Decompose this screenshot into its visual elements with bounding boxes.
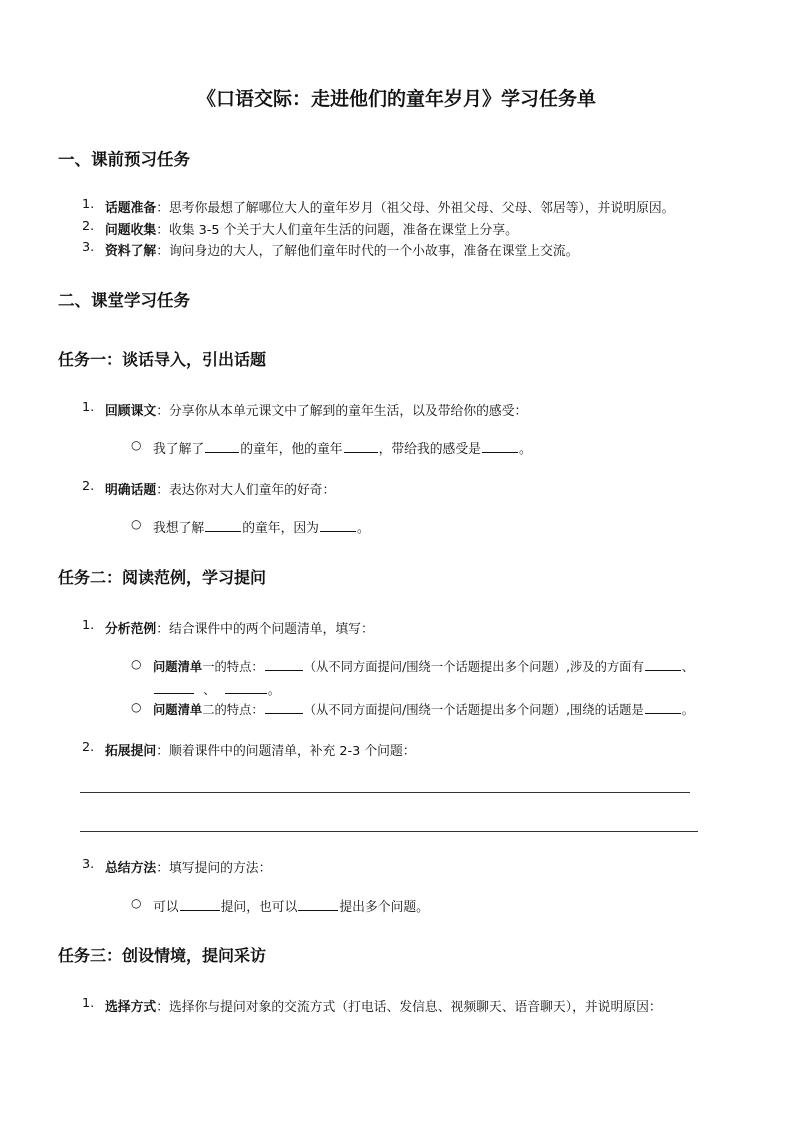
- item-label: 回顾课文: [105, 404, 157, 419]
- item-label: 问题清单: [153, 703, 203, 717]
- blank-field[interactable]: [265, 701, 303, 714]
- list-item: [105, 479, 335, 498]
- item-label: 选择方式: [105, 1000, 157, 1015]
- list-number: 1.: [82, 400, 95, 415]
- sentence-text: 可以: [153, 900, 179, 915]
- sentence-text: 二的特点：: [202, 703, 264, 717]
- fill-in-sentence: [153, 438, 532, 457]
- bullet-icon: ○: [131, 438, 142, 452]
- list-number: 1.: [82, 618, 95, 633]
- fill-in-sentence: [153, 700, 694, 718]
- page-title: 《口语交际：走进他们的童年岁月》学习任务单: [196, 88, 596, 110]
- bullet-icon: ○: [131, 657, 142, 671]
- task-heading-2: 任务二：阅读范例，学习提问: [58, 568, 267, 587]
- bullet-icon: ○: [131, 700, 142, 714]
- item-text: ：填写提问的方法：: [156, 861, 272, 876]
- sentence-text: 一的特点：: [202, 660, 264, 674]
- fill-in-sentence: [153, 896, 429, 915]
- blank-field[interactable]: [298, 898, 338, 911]
- sentence-text: 的童年，他的童年: [240, 442, 343, 457]
- list-number: 2.: [82, 219, 95, 234]
- item-label: 拓展提问: [105, 744, 157, 759]
- blank-field[interactable]: [320, 519, 356, 532]
- blank-field[interactable]: [265, 658, 303, 671]
- blank-field[interactable]: [645, 701, 681, 714]
- sentence-text: 提出多个问题。: [339, 900, 429, 915]
- list-number: 1.: [82, 197, 95, 212]
- item-text: ：选择你与提问对象的交流方式（打电话、发信息、视频聊天、语音聊天），并说明原因：: [156, 1000, 662, 1015]
- section-heading-preview: 一、课前预习任务: [58, 150, 190, 169]
- sentence-text: （从不同方面提问/围绕一个话题提出多个问题）,涉及的方面有: [303, 660, 644, 674]
- item-text: ：表达你对大人们童年的好奇：: [156, 483, 336, 498]
- list-item: [105, 996, 662, 1015]
- item-text: ：顺着课件中的问题清单，补充 2-3 个问题：: [156, 744, 416, 759]
- list-item: [105, 857, 271, 876]
- list-item: [105, 740, 416, 759]
- list-item: [105, 618, 374, 637]
- item-text: ：分享你从本单元课文中了解到的童年生活，以及带给你的感受：: [156, 404, 528, 419]
- fill-in-sentence: [153, 657, 694, 675]
- item-label: 问题收集: [105, 223, 157, 238]
- list-item: [105, 240, 578, 259]
- sentence-text: 、: [681, 660, 695, 674]
- bullet-icon: ○: [131, 896, 142, 910]
- item-text: ：结合课件中的两个问题清单，填写：: [156, 622, 374, 637]
- list-item: [105, 197, 674, 216]
- bullet-icon: ○: [131, 517, 142, 531]
- sentence-text: ，带给我的感受是: [378, 442, 481, 457]
- section-heading-classroom: 二、课堂学习任务: [58, 291, 190, 310]
- item-text: ：询问身边的大人，了解他们童年时代的一个小故事，准备在课堂上交流。: [156, 244, 579, 259]
- blank-field[interactable]: [205, 440, 239, 453]
- list-number: 2.: [82, 479, 95, 494]
- task-heading-1: 任务一：谈话导入，引出话题: [58, 350, 267, 369]
- blank-field[interactable]: [482, 440, 518, 453]
- blank-field[interactable]: [205, 519, 241, 532]
- sentence-text: 我了解了: [153, 442, 205, 457]
- item-label: 总结方法: [105, 861, 157, 876]
- list-number: 1.: [82, 996, 95, 1011]
- sentence-text: 。: [267, 683, 281, 698]
- list-number: 2.: [82, 740, 95, 755]
- item-text: ：思考你最想了解哪位大人的童年岁月（祖父母、外祖父母、父母、邻居等），并说明原因。: [156, 201, 675, 216]
- blank-field[interactable]: [180, 898, 220, 911]
- item-label: 分析范例: [105, 622, 157, 637]
- list-number: 3.: [82, 240, 95, 255]
- blank-field[interactable]: [344, 440, 378, 453]
- answer-line[interactable]: [80, 792, 690, 793]
- blank-field[interactable]: [154, 681, 194, 694]
- sentence-text: 。: [356, 521, 370, 536]
- sentence-text: 的童年，因为: [242, 521, 319, 536]
- sentence-text: （从不同方面提问/围绕一个话题提出多个问题）,围绕的话题是: [303, 703, 644, 717]
- answer-line[interactable]: [80, 831, 698, 832]
- sentence-text: 提问，也可以: [220, 900, 298, 915]
- sentence-text: 我想了解: [153, 521, 205, 536]
- sentence-text: 、: [203, 683, 216, 698]
- fill-in-sentence: [153, 517, 370, 536]
- item-label: 明确话题: [105, 483, 157, 498]
- list-item: [105, 400, 527, 419]
- list-number: 3.: [82, 857, 95, 872]
- fill-in-sentence-continued: [153, 679, 281, 698]
- sentence-text: 。: [518, 442, 532, 457]
- item-label: 问题清单: [153, 660, 203, 674]
- item-label: 资料了解: [105, 244, 157, 259]
- list-item: [105, 219, 518, 238]
- task-heading-3: 任务三：创设情境，提问采访: [58, 946, 267, 965]
- blank-field[interactable]: [645, 658, 681, 671]
- item-label: 话题准备: [105, 201, 157, 216]
- item-text: ：收集 3-5 个关于大人们童年生活的问题，准备在课堂上分享。: [156, 223, 518, 238]
- sentence-text: 。: [681, 703, 695, 717]
- blank-field[interactable]: [225, 681, 267, 694]
